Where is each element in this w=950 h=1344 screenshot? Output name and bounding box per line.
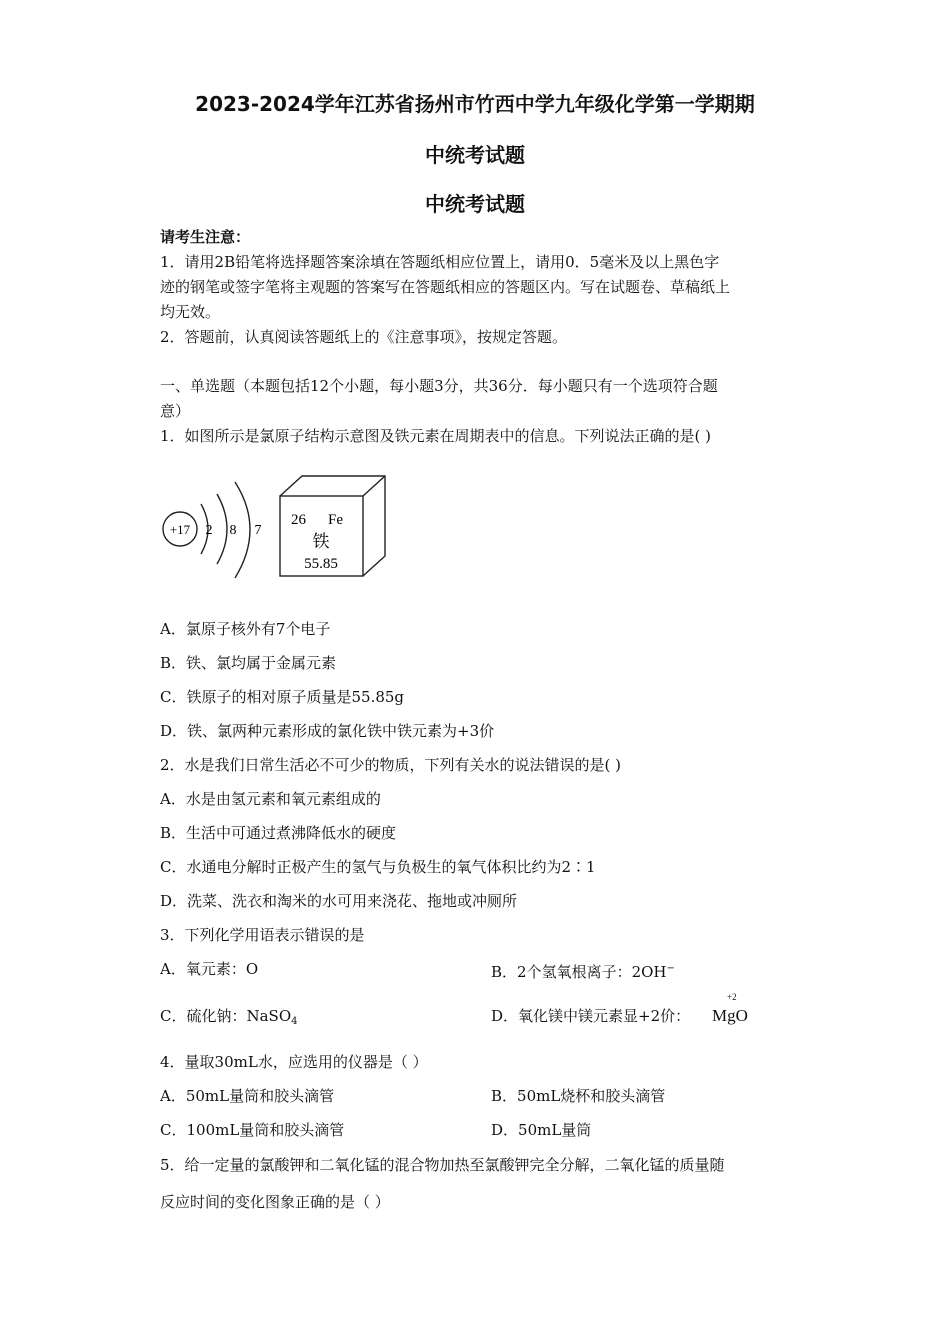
notice-item-1-cont: 迹的钢笔或签字笔将主观题的答案写在答题纸相应的答题区内。写在试题卷、草稿纸上	[160, 278, 731, 296]
chlorine-atom-diagram	[163, 482, 262, 578]
q3-stem: 3．下列化学用语表示错误的是	[160, 926, 365, 944]
nucleus-charge: +17	[169, 522, 191, 537]
notice-heading: 请考生注意：	[160, 228, 251, 246]
q1-stem: 1．如图所示是氯原子结构示意图及铁元素在周期表中的信息。下列说法正确的是( )	[160, 427, 712, 445]
q3-option-a: A．氧元素：O	[160, 960, 259, 978]
q2-option-a: A．水是由氢元素和氧元素组成的	[160, 790, 381, 808]
notice-item-1: 1．请用2B铅笔将选择题答案涂填在答题纸相应位置上，请用0．5毫米及以上黑色字	[160, 253, 720, 271]
q3-option-c	[160, 1007, 298, 1031]
q3-option-b-text: B．2个氢氧根离子：2OH	[491, 963, 667, 981]
iron-element-cell	[280, 476, 385, 576]
q5-stem: 5．给一定量的氯酸钾和二氧化锰的混合物加热至氯酸钾完全分解，二氧化锰的质量随	[160, 1156, 725, 1174]
atomic-mass: 55.85	[304, 556, 338, 572]
q1-figure	[155, 468, 395, 593]
q4-option-b: B．50mL烧杯和胶头滴管	[491, 1087, 666, 1105]
notice-item-2: 2．答题前，认真阅读答题纸上的《注意事项》，按规定答题。	[160, 328, 568, 346]
q3-option-b	[491, 960, 675, 981]
title-line-3: 中统考试题	[425, 192, 525, 216]
shell-2-electrons: 8	[229, 523, 237, 538]
q1-option-c: C．铁原子的相对原子质量是55.85g	[160, 688, 405, 706]
notice-item-1-end: 均无效。	[160, 303, 221, 321]
q2-option-d: D．洗菜、洗衣和淘米的水可用来浇花、拖地或冲厕所	[160, 892, 518, 910]
sulfate-subscript: 4	[291, 1016, 298, 1027]
element-name: 铁	[312, 532, 330, 552]
title-line-1: 2023-2024学年江苏省扬州市竹西中学九年级化学第一学期期	[195, 92, 755, 116]
section-heading: 一、单选题（本题包括12个小题，每小题3分，共36分．每小题只有一个选项符合题	[160, 377, 718, 395]
q1-option-a: A．氯原子核外有7个电子	[160, 620, 331, 638]
hydroxide-charge: −	[666, 963, 675, 974]
q1-option-d: D．铁、氯两种元素形成的氯化铁中铁元素为+3价	[160, 722, 495, 740]
mg-valence: +2	[727, 992, 737, 1002]
q4-stem: 4．量取30mL水，应选用的仪器是（ ）	[160, 1053, 428, 1071]
q2-option-c: C．水通电分解时正极产生的氢气与负极生的氧气体积比约为2∶1	[160, 858, 596, 876]
q4-option-c: C．100mL量筒和胶头滴管	[160, 1121, 345, 1139]
q5-stem-cont: 反应时间的变化图象正确的是（ ）	[160, 1193, 390, 1211]
shell-1-electrons: 2	[205, 523, 213, 538]
q2-option-b: B．生活中可通过煮沸降低水的硬度	[160, 824, 397, 842]
q2-stem: 2．水是我们日常生活必不可少的物质，下列有关水的说法错误的是( )	[160, 756, 622, 774]
q1-option-b: B．铁、氯均属于金属元素	[160, 654, 337, 672]
section-heading-cont: 意）	[160, 402, 191, 420]
q3-option-c-text: C．硫化钠：NaSO	[160, 1007, 292, 1025]
q4-option-d: D．50mL量筒	[491, 1121, 592, 1139]
title-line-2: 中统考试题	[425, 143, 525, 167]
cell-edge	[363, 476, 385, 496]
shell-2-arc	[217, 494, 227, 564]
shell-3-arc	[235, 482, 250, 578]
shell-3-electrons: 7	[254, 523, 262, 538]
mgo-formula: MgO	[712, 1006, 748, 1025]
atomic-number: 26	[291, 512, 306, 528]
q4-option-a: A．50mL量筒和胶头滴管	[160, 1087, 335, 1105]
q3-option-d: D．氧化镁中镁元素显+2价：	[491, 1007, 691, 1025]
element-symbol: Fe	[328, 512, 343, 528]
